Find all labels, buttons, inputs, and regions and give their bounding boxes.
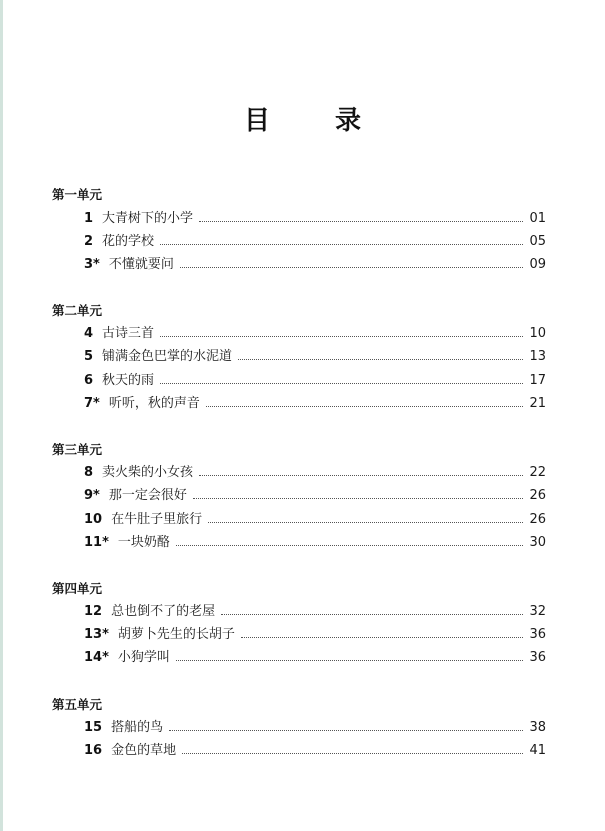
page-number: 10: [529, 326, 546, 341]
toc-entry-16[interactable]: [84, 741, 546, 761]
dot-leader: [182, 752, 523, 754]
toc-entry-11[interactable]: [84, 533, 546, 553]
dot-leader: [160, 382, 523, 384]
lesson-title: 那一定会很好: [108, 488, 187, 503]
page-number: 09: [529, 257, 546, 272]
lesson-title: 秋天的雨: [102, 373, 155, 388]
page-number: 26: [529, 512, 546, 527]
lesson-title: 胡萝卜先生的长胡子: [117, 627, 235, 642]
page-title: 目 录: [243, 106, 390, 136]
lesson-number: 13*: [84, 627, 109, 642]
lesson-title: 不懂就要问: [108, 257, 174, 272]
lesson-title: 听听，秋的声音: [108, 396, 200, 411]
page-number: 17: [529, 373, 546, 388]
toc-entry-5[interactable]: [84, 347, 546, 367]
page-number: 30: [529, 535, 546, 550]
page-number: 21: [529, 396, 546, 411]
lesson-title: 花的学校: [102, 234, 155, 249]
lesson-number: 5: [84, 349, 94, 364]
unit-heading-1: 第一单元: [52, 187, 103, 202]
page-number: 22: [529, 465, 546, 480]
lesson-number: 11*: [84, 535, 109, 550]
toc-entry-6[interactable]: [84, 371, 546, 391]
toc-entry-14[interactable]: [84, 648, 546, 668]
page-number: 41: [529, 743, 546, 758]
lesson-number: 16: [84, 743, 103, 758]
dot-leader: [241, 636, 524, 638]
dot-leader: [160, 335, 523, 337]
lesson-title: 金色的草地: [111, 743, 177, 758]
lesson-title: 在牛肚子里旅行: [111, 512, 203, 527]
lesson-number: 6: [84, 373, 94, 388]
lesson-title: 古诗三首: [102, 326, 155, 341]
lesson-number: 2: [84, 234, 94, 249]
dot-leader: [199, 474, 523, 476]
lesson-title: 总也倒不了的老屋: [111, 604, 216, 619]
lesson-title: 大青树下的小学: [102, 211, 194, 226]
unit-heading-3: 第三单元: [52, 442, 103, 457]
toc-entry-12[interactable]: [84, 602, 546, 622]
unit-heading-2: 第二单元: [52, 303, 103, 318]
dot-leader: [176, 544, 524, 546]
toc-entry-13[interactable]: [84, 625, 546, 645]
page-number: 36: [529, 627, 546, 642]
page-number: 26: [529, 488, 546, 503]
page-number: 36: [529, 650, 546, 665]
lesson-number: 8: [84, 465, 94, 480]
toc-entry-2[interactable]: [84, 232, 546, 252]
lesson-title: 一块奶酪: [117, 535, 170, 550]
lesson-number: 10: [84, 512, 103, 527]
dot-leader: [208, 521, 523, 523]
lesson-title: 卖火柴的小女孩: [102, 465, 194, 480]
dot-leader: [206, 405, 524, 407]
lesson-title: 搭船的鸟: [111, 720, 164, 735]
toc-entry-8[interactable]: [84, 463, 546, 483]
dot-leader: [169, 729, 523, 731]
dot-leader: [199, 220, 523, 222]
lesson-number: 9*: [84, 488, 100, 503]
dot-leader: [180, 266, 524, 268]
unit-heading-5: 第五单元: [52, 697, 103, 712]
toc-entry-3[interactable]: [84, 255, 546, 275]
dot-leader: [238, 358, 523, 360]
page-number: 32: [529, 604, 546, 619]
lesson-title: 小狗学叫: [117, 650, 170, 665]
dot-leader: [193, 497, 524, 499]
page-number: 38: [529, 720, 546, 735]
lesson-number: 1: [84, 211, 94, 226]
page-number: 05: [529, 234, 546, 249]
lesson-number: 3*: [84, 257, 100, 272]
lesson-number: 12: [84, 604, 103, 619]
dot-leader: [221, 613, 523, 615]
lesson-title: 铺满金色巴掌的水泥道: [102, 349, 233, 364]
dot-leader: [176, 659, 524, 661]
toc-entry-10[interactable]: [84, 510, 546, 530]
lesson-number: 4: [84, 326, 94, 341]
toc-entry-1[interactable]: [84, 209, 546, 229]
lesson-number: 7*: [84, 396, 100, 411]
lesson-number: 15: [84, 720, 103, 735]
toc-entry-7[interactable]: [84, 394, 546, 414]
page-number: 01: [529, 211, 546, 226]
dot-leader: [160, 243, 523, 245]
page-number: 13: [529, 349, 546, 364]
unit-heading-4: 第四单元: [52, 581, 103, 596]
lesson-number: 14*: [84, 650, 109, 665]
toc-entry-9[interactable]: [84, 486, 546, 506]
toc-entry-4[interactable]: [84, 324, 546, 344]
toc-entry-15[interactable]: [84, 718, 546, 738]
